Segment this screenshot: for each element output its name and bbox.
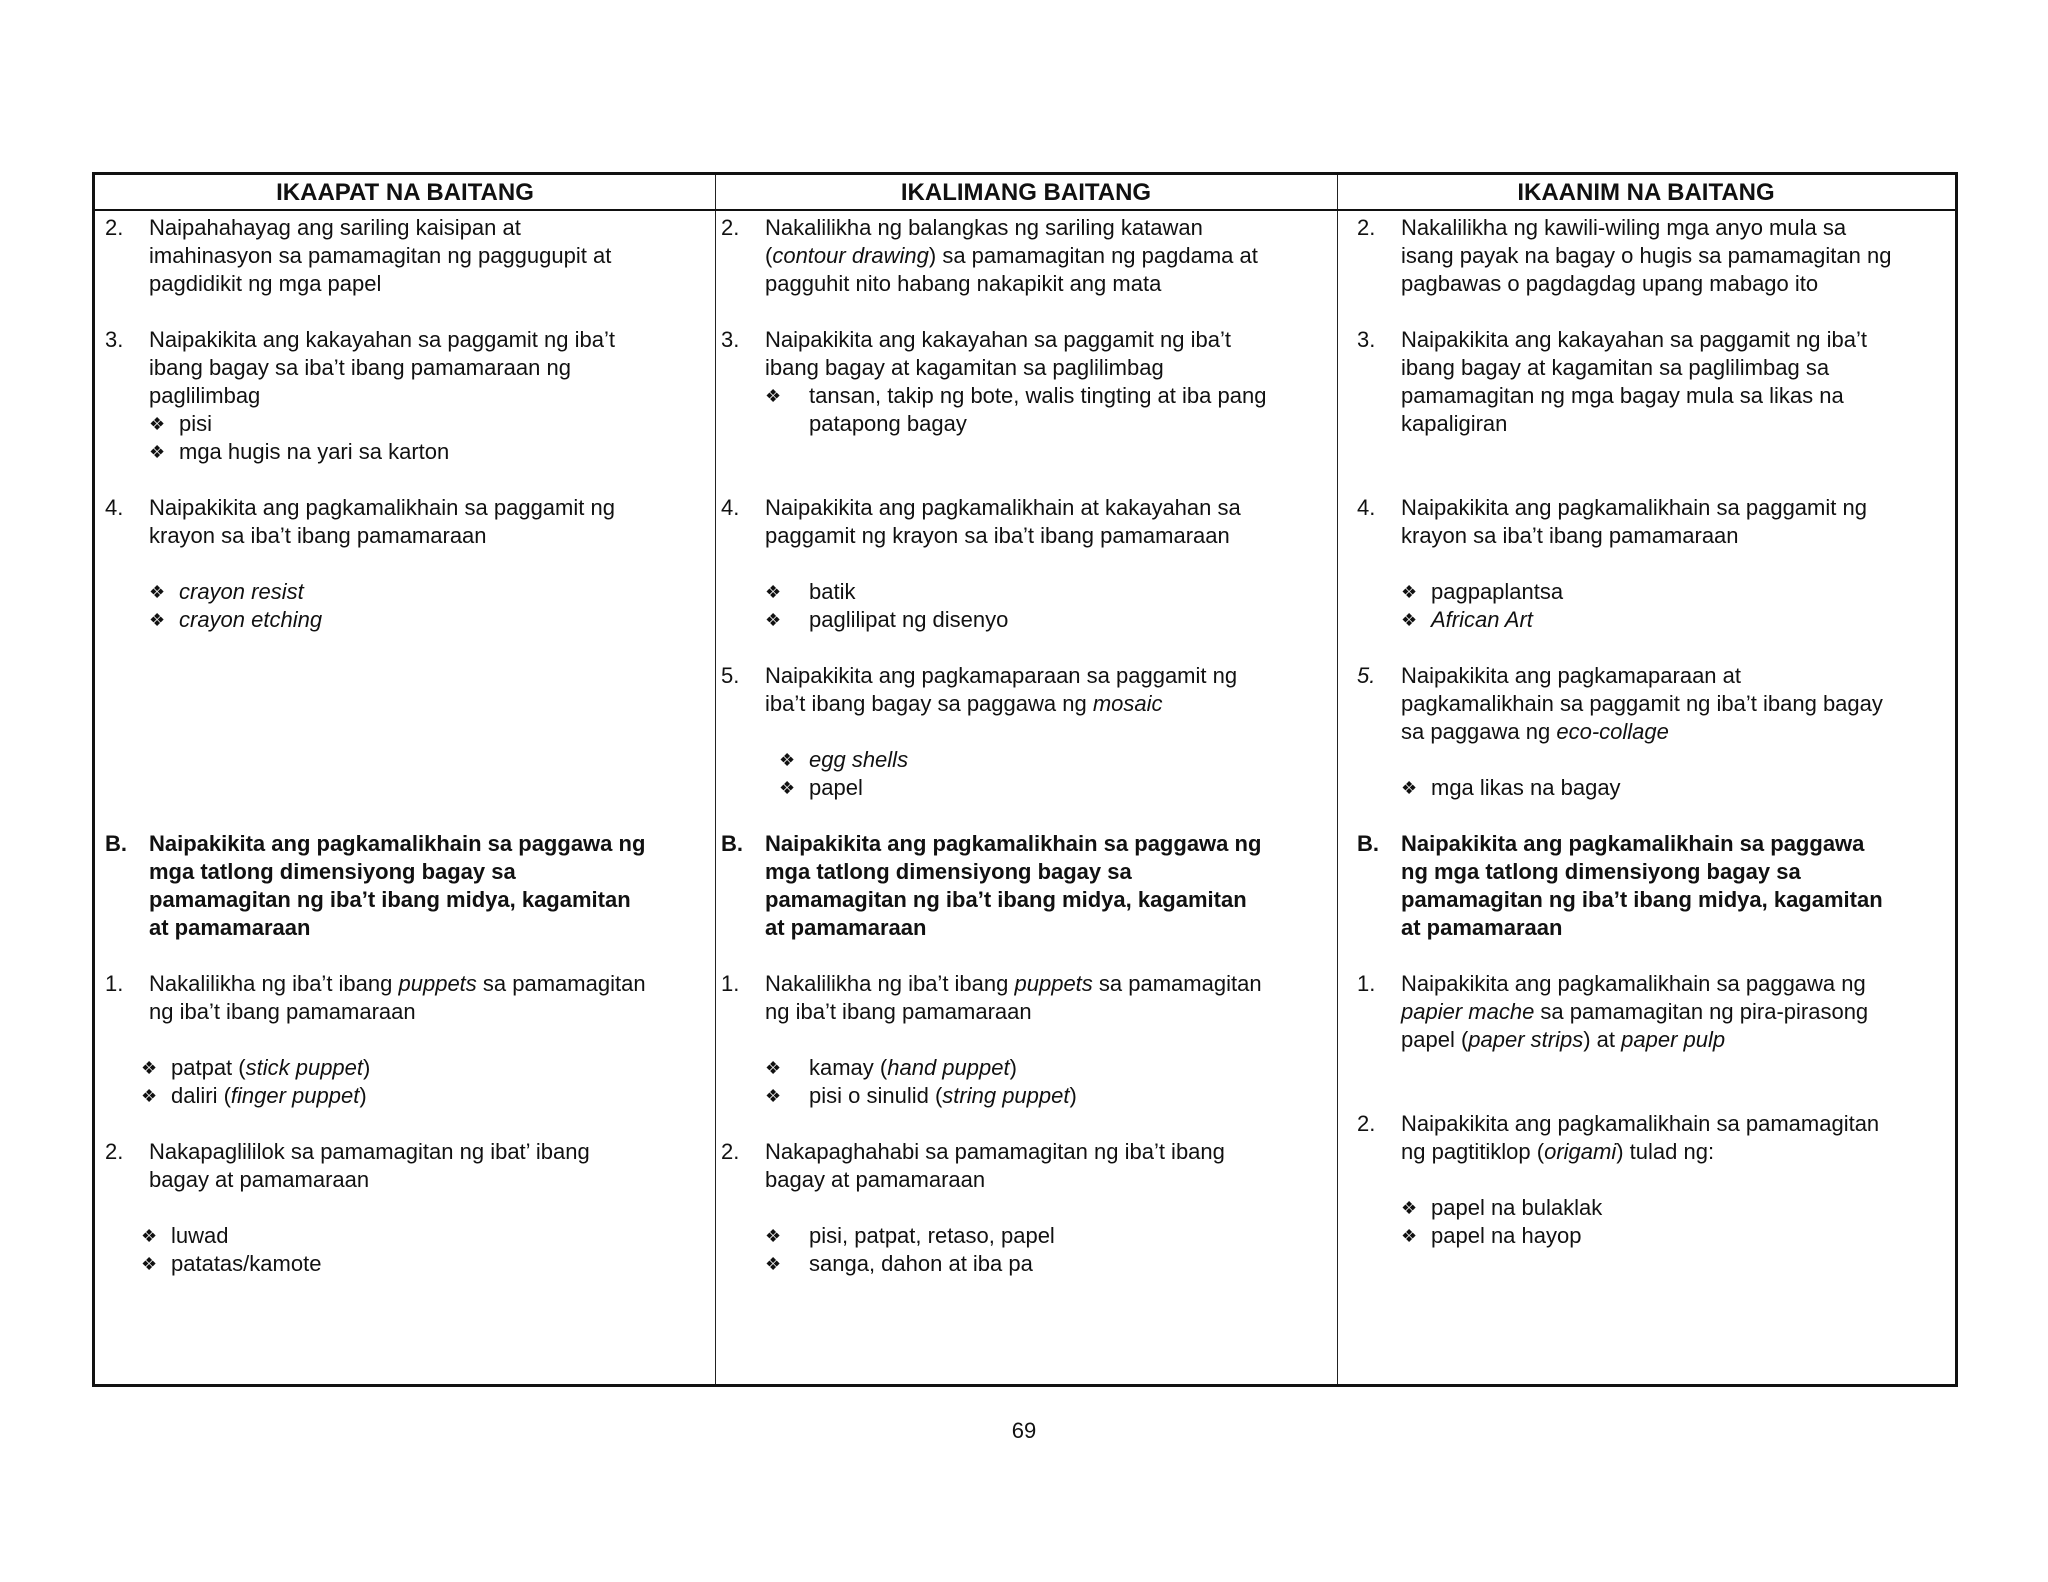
bullet-item: ❖ patatas/kamote xyxy=(141,1251,322,1276)
bullet-item: ❖ pisi o sinulid (string puppet) xyxy=(765,1083,1077,1108)
list-item: 5. Naipakikita ang pagkamaparaan sa paggamit ng iba’t ibang bagay sa paggawa ng mosaic xyxy=(721,663,1238,716)
bullet-item: ❖ African Art xyxy=(1401,607,1533,632)
diamond-bullet-icon: ❖ xyxy=(141,1226,158,1246)
list-item: 3. Naipakikita ang kakayahan sa paggamit ng iba’t ibang bagay at kagamitan sa paglilimbag sa pamamagitan ng mga bagay mula sa likas na kapaligiran xyxy=(1357,327,1867,436)
bullet-item: ❖ papel na hayop xyxy=(1401,1223,1582,1248)
bullet-item: ❖ batik xyxy=(765,579,856,604)
section-b-heading: B. Naipakikita ang pagkamalikhain sa paggawa ng mga tatlong dimensiyong bagay sa pamamagitan ng iba’t ibang midya, kagamitan at pamamaraan xyxy=(1357,831,1883,940)
diamond-bullet-icon: ❖ xyxy=(149,582,166,602)
bullet-item: ❖ patpat (stick puppet) xyxy=(141,1055,371,1080)
diamond-bullet-icon: ❖ xyxy=(141,1058,158,1078)
diamond-bullet-icon: ❖ xyxy=(779,778,796,798)
diamond-bullet-icon: ❖ xyxy=(141,1086,158,1106)
bullet-item: ❖ crayon etching xyxy=(149,607,323,632)
bullet-item: ❖ pagpaplantsa xyxy=(1401,579,1564,604)
list-item: 2. Naipahahayag ang sariling kaisipan at imahinasyon sa pamamagitan ng paggugupit at pagdidikit ng mga papel xyxy=(105,215,612,296)
diamond-bullet-icon: ❖ xyxy=(765,1254,782,1274)
list-item: 1. Nakalilikha ng iba’t ibang puppets sa pamamagitan ng iba’t ibang pamamaraan xyxy=(105,971,646,1024)
diamond-bullet-icon: ❖ xyxy=(149,414,166,434)
column-header: IKALIMANG BAITANG xyxy=(900,179,1152,206)
column-header: IKAANIM NA BAITANG xyxy=(1517,179,1775,206)
diamond-bullet-icon: ❖ xyxy=(1401,610,1418,630)
bullet-item: ❖ egg shells xyxy=(779,747,909,772)
bullet-item: ❖ mga hugis na yari sa karton xyxy=(149,439,450,464)
column-header: IKAAPAT NA BAITANG xyxy=(276,179,534,206)
bullet-item: ❖ pisi xyxy=(149,411,213,436)
list-item: 1. Naipakikita ang pagkamalikhain sa paggawa ng papier mache sa pamamagitan ng pira-pirasong papel (paper strips) at paper pulp xyxy=(1357,971,1869,1052)
bullet-item: ❖ sanga, dahon at iba pa xyxy=(765,1251,1033,1276)
list-item: 2. Nakapaglililok sa pamamagitan ng ibat’ ibang bagay at pamamaraan xyxy=(105,1139,590,1192)
list-item: 4. Naipakikita ang pagkamalikhain at kakayahan sa paggamit ng krayon sa iba’t ibang pamamaraan xyxy=(721,495,1241,548)
diamond-bullet-icon: ❖ xyxy=(1401,582,1418,602)
diamond-bullet-icon: ❖ xyxy=(1401,1198,1418,1218)
diamond-bullet-icon: ❖ xyxy=(1401,778,1418,798)
list-item: 3. Naipakikita ang kakayahan sa paggamit ng iba’t ibang bagay sa iba’t ibang pamamaraan ng paglilimbag xyxy=(105,327,615,408)
list-item: 2. Naipakikita ang pagkamalikhain sa pamamagitan ng pagtitiklop (origami) tulad ng: xyxy=(1357,1111,1880,1164)
section-b-heading: B. Naipakikita ang pagkamalikhain sa paggawa ng mga tatlong dimensiyong bagay sa pamamagitan ng iba’t ibang midya, kagamitan at pamamaraan xyxy=(721,831,1262,940)
curriculum-table xyxy=(92,172,1958,1387)
diamond-bullet-icon: ❖ xyxy=(765,1086,782,1106)
page-number: 69 xyxy=(1011,1418,1037,1443)
bullet-item: ❖ crayon resist xyxy=(149,579,304,604)
diamond-bullet-icon: ❖ xyxy=(765,582,782,602)
list-item: 3. Naipakikita ang kakayahan sa paggamit ng iba’t ibang bagay at kagamitan sa paglilimbag xyxy=(721,327,1231,380)
list-item: 1. Nakalilikha ng iba’t ibang puppets sa pamamagitan ng iba’t ibang pamamaraan xyxy=(721,971,1262,1024)
diamond-bullet-icon: ❖ xyxy=(765,386,782,406)
list-item: 4. Naipakikita ang pagkamalikhain sa paggamit ng krayon sa iba’t ibang pamamaraan xyxy=(1357,495,1867,548)
list-item: 4. Naipakikita ang pagkamalikhain sa paggamit ng krayon sa iba’t ibang pamamaraan xyxy=(105,495,615,548)
diamond-bullet-icon: ❖ xyxy=(1401,1226,1418,1246)
diamond-bullet-icon: ❖ xyxy=(149,610,166,630)
list-item: 2. Nakapaghahabi sa pamamagitan ng iba’t ibang bagay at pamamaraan xyxy=(721,1139,1225,1192)
bullet-item: ❖ luwad xyxy=(141,1223,229,1248)
diamond-bullet-icon: ❖ xyxy=(141,1254,158,1274)
diamond-bullet-icon: ❖ xyxy=(765,1226,782,1246)
bullet-item: ❖ pisi, patpat, retaso, papel xyxy=(765,1223,1055,1248)
diamond-bullet-icon: ❖ xyxy=(779,750,796,770)
diamond-bullet-icon: ❖ xyxy=(765,610,782,630)
bullet-item: ❖ daliri (finger puppet) xyxy=(141,1083,367,1108)
diamond-bullet-icon: ❖ xyxy=(149,442,166,462)
section-b-heading: B. Naipakikita ang pagkamalikhain sa paggawa ng mga tatlong dimensiyong bagay sa pamamagitan ng iba’t ibang midya, kagamitan at pamamaraan xyxy=(105,831,646,940)
column-ikalima xyxy=(715,175,1337,1384)
bullet-item: ❖ papel xyxy=(779,775,863,800)
bullet-item: ❖ papel na bulaklak xyxy=(1401,1195,1603,1220)
bullet-item: ❖ mga likas na bagay xyxy=(1401,775,1621,800)
diamond-bullet-icon: ❖ xyxy=(765,1058,782,1078)
list-item: 2. Nakalilikha ng balangkas ng sariling katawan (contour drawing) sa pamamagitan ng pagdama at pagguhit nito habang nakapikit ang mata xyxy=(721,215,1258,296)
list-item: 5. Naipakikita ang pagkamaparaan at pagkamalikhain sa paggamit ng iba’t ibang bagay sa paggawa ng eco-collage xyxy=(1357,663,1883,744)
list-item: 2. Nakalilikha ng kawili-wiling mga anyo mula sa isang payak na bagay o hugis sa pamamagitan ng pagbawas o pagdagdag upang mabago ito xyxy=(1357,215,1892,296)
column-ikaapat xyxy=(95,175,715,1384)
bullet-item: ❖ kamay (hand puppet) xyxy=(765,1055,1017,1080)
column-ikaanim xyxy=(1337,175,1955,1384)
bullet-item: ❖ paglilipat ng disenyo xyxy=(765,607,1009,632)
bullet-item: ❖ tansan, takip ng bote, walis tingting at iba pang patapong bagay xyxy=(765,383,1267,436)
